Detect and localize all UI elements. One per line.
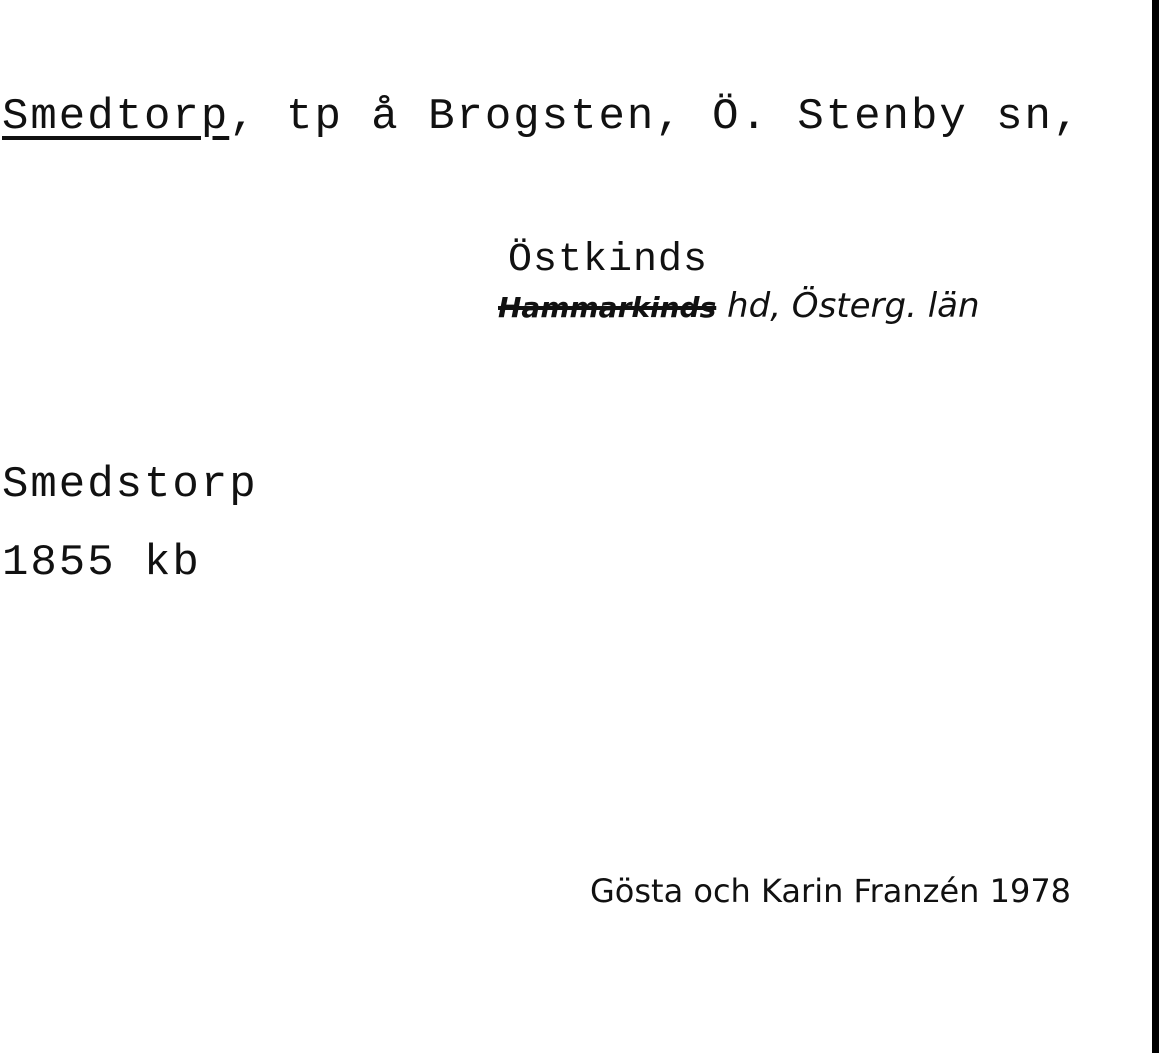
source-reference: 1855 kb <box>2 538 201 588</box>
entry-location: , tp å Brogsten, Ö. Stenby sn, <box>229 92 1082 142</box>
entry-headword: Smedtorp <box>2 92 230 142</box>
credit-line: Gösta och Karin Franzén 1978 <box>590 872 1072 910</box>
entry-line <box>2 92 1081 142</box>
district-rest: hd, Österg. län <box>716 286 980 326</box>
variant-name: Smedstorp <box>2 460 258 510</box>
district-struck: Hammarkinds <box>498 291 717 324</box>
district-correction: Östkinds <box>508 238 709 283</box>
district-line <box>498 286 980 326</box>
card-edge-border <box>1152 0 1159 1053</box>
